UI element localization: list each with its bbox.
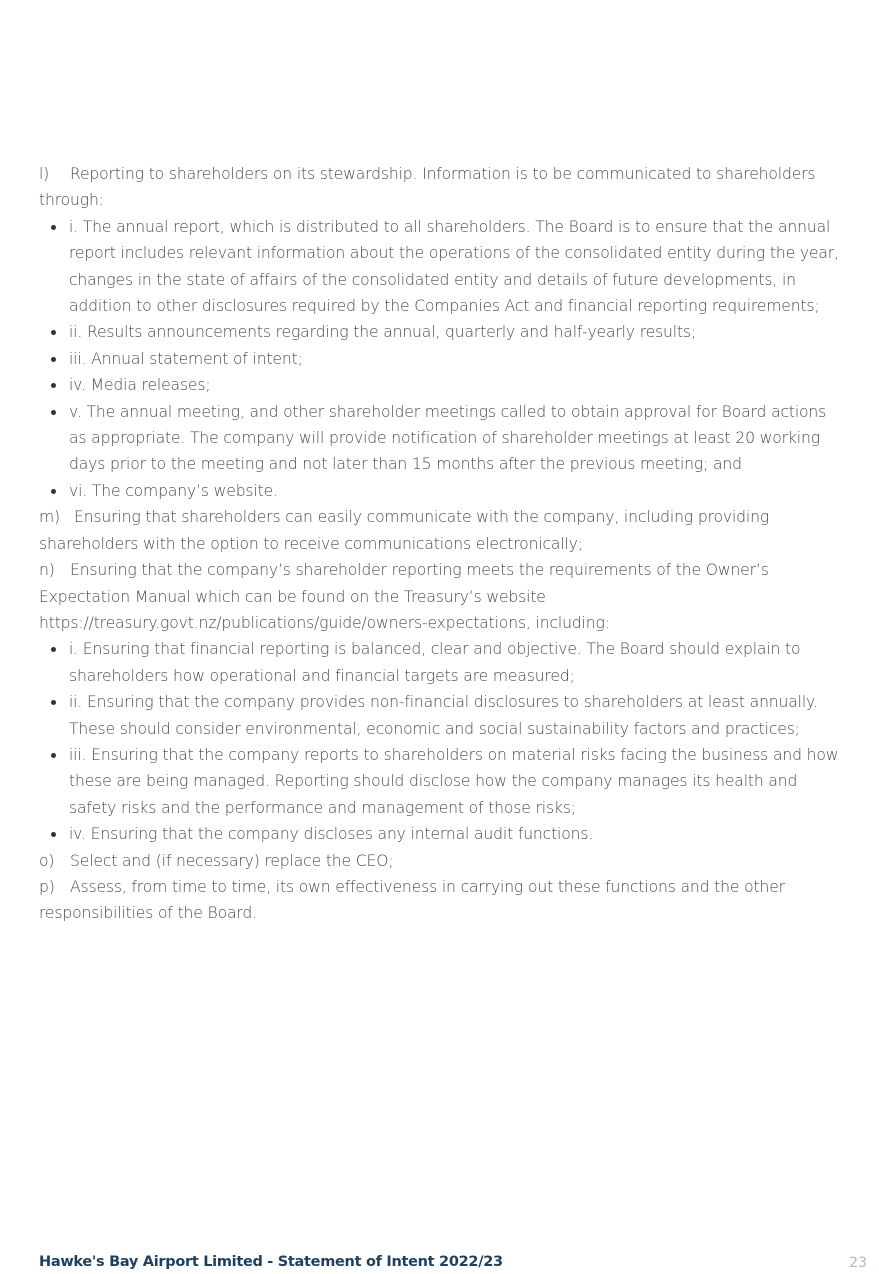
- page-number: 23: [849, 1255, 867, 1271]
- document-body: [39, 161, 839, 927]
- list-item: iv. Media releases;: [69, 372, 839, 398]
- list-item: ii. Ensuring that the company provides non-financial disclosures to shareholders at least annually. These should consider environmental, economic and social sustainability factors and practices;: [69, 689, 839, 742]
- paragraph-l: [39, 161, 839, 214]
- paragraph-marker: o): [39, 851, 55, 870]
- paragraph-marker: p): [39, 877, 55, 896]
- paragraph-text: Ensuring that the company’s shareholder reporting meets the requirements of the Owner’s Expectation Manual which can be found on the Treasury’s website https://treasury.govt.nz/publications/guide/owners-expectations, including:: [39, 561, 769, 632]
- paragraph-text: Select and (if necessary) replace the CEO;: [70, 851, 394, 870]
- paragraph-marker: l): [39, 165, 50, 183]
- paragraph-n: [39, 557, 839, 636]
- paragraph-marker: m): [39, 508, 60, 527]
- bullet-list-n: [39, 636, 839, 847]
- paragraph-text: Reporting to shareholders on its stewardship. Information is to be communicated to shareholders through:: [39, 165, 816, 210]
- list-item: ii. Results announcements regarding the annual, quarterly and half-yearly results;: [69, 319, 839, 345]
- list-item: iii. Ensuring that the company reports to shareholders on material risks facing the business and how these are being managed. Reporting should disclose how the company manages its health and safety risks and the performance and management of those risks;: [69, 742, 839, 821]
- list-item: vi. The company’s website.: [69, 478, 839, 504]
- paragraph-marker: n): [39, 561, 55, 580]
- paragraph-text: Assess, from time to time, its own effectiveness in carrying out these functions and the other responsibilities of the Board.: [39, 877, 785, 923]
- footer-title: Hawke's Bay Airport Limited - Statement of Intent 2022/23: [39, 1254, 503, 1270]
- paragraph-text: Ensuring that shareholders can easily communicate with the company, including providing shareholders with the option to receive communications electronically;: [39, 508, 770, 553]
- list-item: i. The annual report, which is distributed to all shareholders. The Board is to ensure that the annual report includes relevant information about the operations of the consolidated entity during the year, changes in the state of affairs of the consolidated entity and details of future developments, in addition to other disclosures required by the Companies Act and financial reporting requirements;: [69, 214, 839, 320]
- list-item: v. The annual meeting, and other shareholder meetings called to obtain approval for Board actions as appropriate. The company will provide notification of shareholder meetings at least 20 working days prior to the meeting and not later than 15 months after the previous meeting; and: [69, 399, 839, 478]
- list-item: i. Ensuring that financial reporting is balanced, clear and objective. The Board should explain to shareholders how operational and financial targets are measured;: [69, 636, 839, 689]
- bullet-list-l: [39, 214, 839, 504]
- list-item: iv. Ensuring that the company discloses any internal audit functions.: [69, 821, 839, 847]
- paragraph-o: [39, 848, 839, 874]
- paragraph-m: [39, 504, 839, 557]
- paragraph-p: [39, 874, 839, 927]
- list-item: iii. Annual statement of intent;: [69, 346, 839, 372]
